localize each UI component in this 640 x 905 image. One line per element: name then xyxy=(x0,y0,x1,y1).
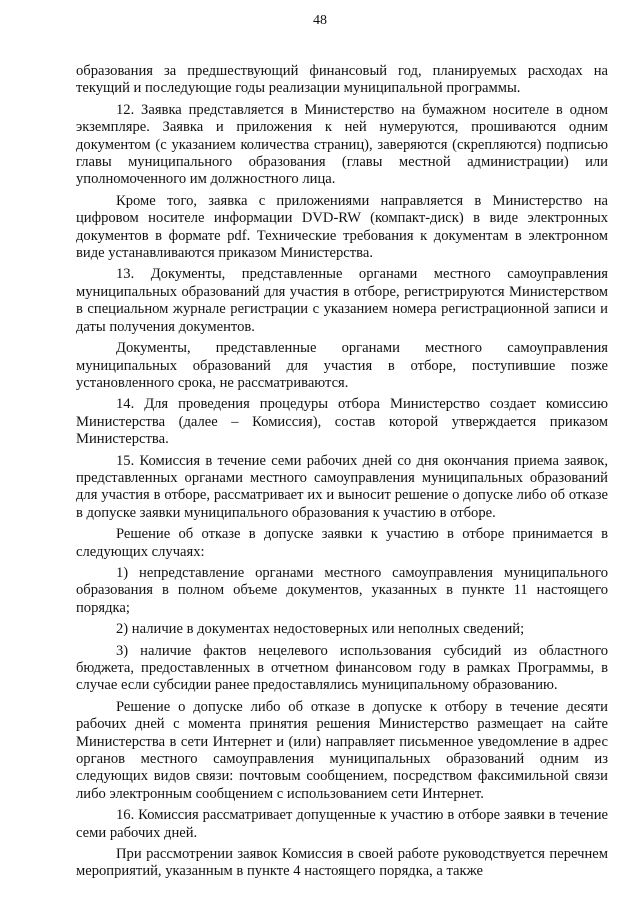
paragraph: Решение об отказе в допуске заявки к участию в отборе принимается в следующих случаях: xyxy=(76,526,608,560)
paragraph: Решение о допуске либо об отказе в допуске к отбору в течение десяти рабочих дней с момента принятия решения Министерство размещает на сайте Министерства в сети Интернет и (или) направляет письменное уведомление в адрес органов местного самоуправления муниципальных образований одним из следующих видов связи: почтовым сообщением, посредством факсимильной связи либо электронным сообщением с использованием сети Интернет. xyxy=(76,698,608,802)
list-item: 3) наличие фактов нецелевого использования субсидий из областного бюджета, предоставленных в отчетном финансовом году в рамках Программы, в случае если субсидии ранее предоставлялись муниципальному образованию. xyxy=(76,642,608,694)
paragraph: 16. Комиссия рассматривает допущенные к участию в отборе заявки в течение семи рабочих дней. xyxy=(76,807,608,841)
paragraph: 15. Комиссия в течение семи рабочих дней со дня окончания приема заявок, представленных органами местного самоуправления муниципальных образований для участия в отборе, рассматривает их и выносит решение о допуске либо об отказе в допуске заявки муниципального образования к участию в отборе. xyxy=(76,452,608,521)
page-number: 48 xyxy=(313,13,327,28)
document-body xyxy=(76,63,608,885)
paragraph: 12. Заявка представляется в Министерство на бумажном носителе в одном экземпляре. Заявка и приложения к ней нумеруются, прошиваются одним документом (с указанием количества страниц), заверяются (скрепляются) подписью главы муниципального образования (главы местной администрации) или уполномоченного им должностного лица. xyxy=(76,101,608,188)
paragraph: При рассмотрении заявок Комиссия в своей работе руководствуется перечнем мероприятий, указанным в пункте 4 настоящего порядка, а также xyxy=(76,846,608,880)
paragraph: 13. Документы, представленные органами местного самоуправления муниципальных образований для участия в отборе, регистрируются Министерством в специальном журнале регистрации с указанием номера регистрационной записи и даты получения документов. xyxy=(76,266,608,335)
paragraph: Документы, представленные органами местного самоуправления муниципальных образований для участия в отборе, поступившие позже установленного срока, не рассматриваются. xyxy=(76,340,608,391)
paragraph: Кроме того, заявка с приложениями направляется в Министерство на цифровом носителе информации DVD-RW (компакт-диск) в виде электронных документов в формате pdf. Технические требования к документам в электронном виде устанавливаются приказом Министерства. xyxy=(76,192,608,262)
paragraph: 14. Для проведения процедуры отбора Министерство создает комиссию Министерства (далее – Комиссия), состав которой утверждается приказом Министерства. xyxy=(76,396,608,448)
paragraph: образования за предшествующий финансовый год, планируемых расходах на текущий и последующие годы реализации муниципальной программы. xyxy=(76,63,608,97)
list-item: 1) непредставление органами местного самоуправления муниципального образования в полном объеме документов, указанных в пункте 11 настоящего порядка; xyxy=(76,564,608,616)
list-item: 2) наличие в документах недостоверных или неполных сведений; xyxy=(116,621,525,638)
